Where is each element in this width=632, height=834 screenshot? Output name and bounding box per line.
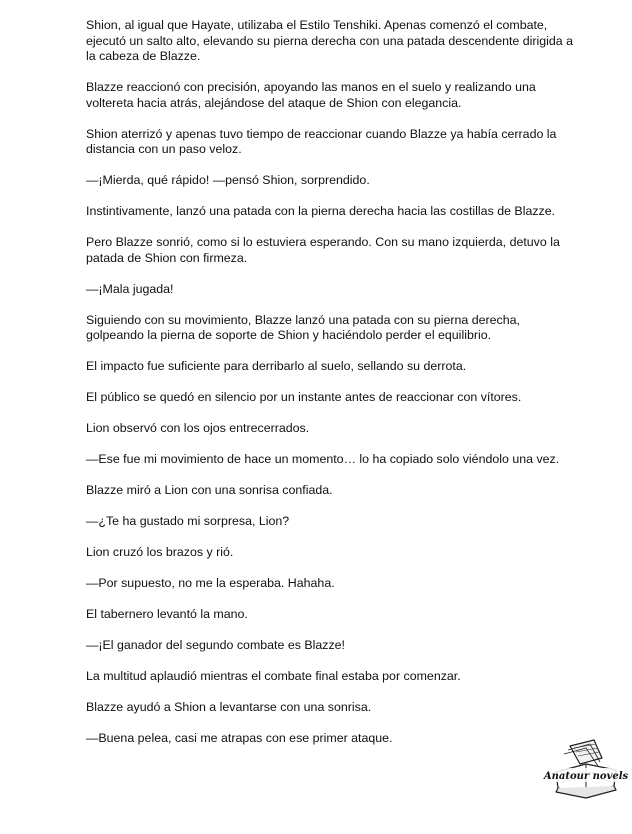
paragraph: La multitud aplaudió mientras el combate final estaba por comenzar. xyxy=(86,669,461,683)
paragraph: Shion aterrizó y apenas tuvo tiempo de reaccionar cuando Blazze ya había cerrado la distancia con un paso veloz. xyxy=(86,126,557,156)
paragraph: El público se quedó en silencio por un instante antes de reaccionar con vítores. xyxy=(86,390,522,404)
document-body xyxy=(86,18,576,762)
paragraph: —¡Mala jugada! xyxy=(86,281,174,296)
paragraph: El impacto fue suficiente para derribarlo al suelo, sellando su derrota. xyxy=(86,359,467,373)
paragraph: Blazze reaccionó con precisión, apoyando las manos en el suelo y realizando una voltereta hacia atrás, alejándose del ataque de Shion con elegancia. xyxy=(86,80,536,110)
paragraph: —¿Te ha gustado mi sorpresa, Lion? xyxy=(86,514,290,528)
paragraph: Siguiendo con su movimiento, Blazze lanzó una patada con su pierna derecha, golpeando la pierna de soporte de Shion y haciéndolo perder el equilibrio. xyxy=(86,312,520,342)
paragraph: Pero Blazze sonrió, como si lo estuviera esperando. Con su mano izquierda, detuvo la patada de Shion con firmeza. xyxy=(86,235,560,265)
paragraph: —Buena pelea, casi me atrapas con ese primer ataque. xyxy=(86,731,393,745)
logo-text: Anatour novels xyxy=(543,771,629,782)
paragraph: —Ese fue mi movimiento de hace un momento… lo ha copiado solo viéndolo una vez. xyxy=(86,452,560,466)
open-book-icon xyxy=(543,738,629,800)
paragraph: Blazze ayudó a Shion a levantarse con una sonrisa. xyxy=(86,700,372,714)
paragraph: —¡El ganador del segundo combate es Blazze! xyxy=(86,638,345,652)
paragraph: Shion, al igual que Hayate, utilizaba el Estilo Tenshiki. Apenas comenzó el combate, ejecutó un salto alto, elevando su pierna derecha con una patada descendente dirigida a la cabeza de Blazze. xyxy=(86,18,574,63)
paragraph: —¡Mierda, qué rápido! —pensó Shion, sorprendido. xyxy=(86,173,370,187)
paragraph: El tabernero levantó la mano. xyxy=(86,607,248,621)
paragraph: Blazze miró a Lion con una sonrisa confiada. xyxy=(86,483,333,497)
paragraph: —Por supuesto, no me la esperaba. Hahaha. xyxy=(86,576,335,590)
paragraph: Lion observó con los ojos entrecerrados. xyxy=(86,421,310,435)
paragraph: Instintivamente, lanzó una patada con la pierna derecha hacia las costillas de Blazze. xyxy=(86,204,556,218)
publisher-logo xyxy=(543,738,629,800)
paragraph: Lion cruzó los brazos y rió. xyxy=(86,545,234,559)
